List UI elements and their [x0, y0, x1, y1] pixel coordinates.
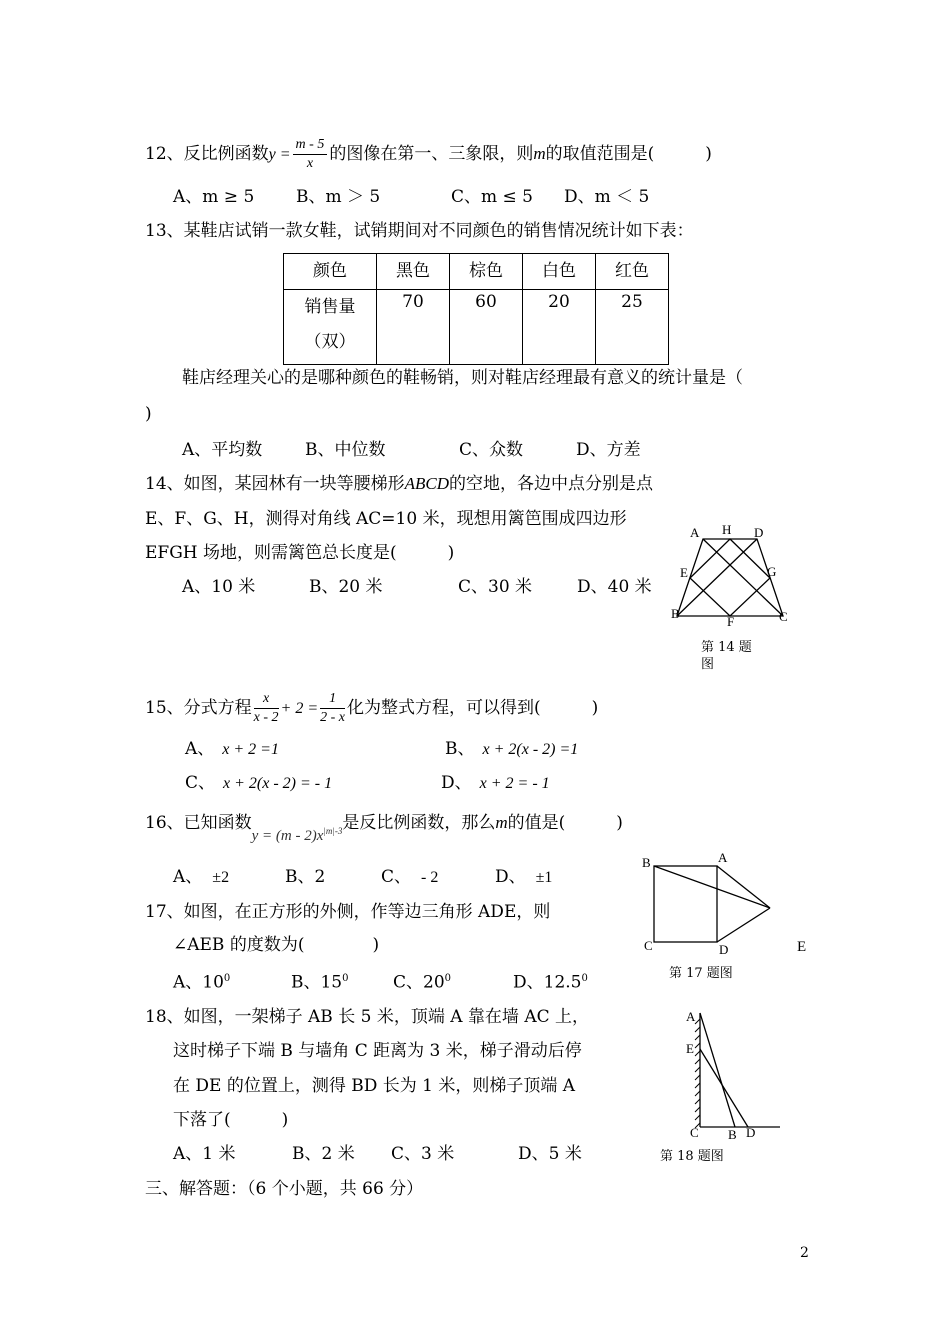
figure-label: A — [718, 850, 728, 865]
figure-label: C — [690, 1125, 699, 1140]
q15-option-a: A、 x + 2 =1 — [185, 739, 279, 759]
q15-option-b: B、 x + 2(x - 2) =1 — [445, 739, 579, 759]
figure-label: D — [719, 942, 729, 956]
q16-option-c: C、 - 2 — [381, 867, 439, 887]
q13-stem: 13、某鞋店试销一款女鞋，试销期间对不同颜色的销售情况统计如下表： — [145, 221, 694, 241]
q13-option-a: A、平均数 — [182, 440, 263, 460]
q14-line2: E、F、G、H，测得对角线 AC=10 米，现想用篱笆围成四边形 — [145, 509, 627, 529]
q13-close: ) — [145, 404, 152, 424]
q18-line3: 在 DE 的位置上，测得 BD 长为 1 米，则梯子顶端 A — [173, 1076, 576, 1096]
figure-label: E — [686, 1041, 694, 1056]
page-number: 2 — [800, 1245, 809, 1261]
q13-option-c: C、众数 — [459, 440, 524, 460]
q18-line2: 这时梯子下端 B 与墙角 C 距离为 3 米，梯子滑动后停 — [173, 1041, 582, 1061]
figure-label: C — [779, 609, 788, 624]
q17-line1: 17、如图，在正方形的外侧，作等边三角形 ADE，则 — [145, 902, 551, 922]
table-header-cell: 红色 — [596, 254, 669, 290]
trapezoid-figure — [660, 518, 800, 630]
figure-label: H — [722, 522, 732, 537]
figure-label: A — [686, 1009, 696, 1024]
q13-question: 鞋店经理关心的是哪种颜色的鞋畅销，则对鞋店经理最有意义的统计量是（ — [182, 368, 743, 388]
table-cell: 60 — [450, 290, 523, 365]
table-header-cell: 棕色 — [450, 254, 523, 290]
sales-table — [283, 253, 669, 365]
figure-label: D — [746, 1125, 756, 1140]
figure-label: D — [754, 525, 764, 540]
q12-option-a: A、m ≥ 5 — [173, 187, 255, 207]
q14-caption-1: 第 14 题 — [701, 640, 752, 655]
q18-line4: 下落了( ) — [173, 1110, 289, 1130]
q18-caption: 第 18 题图 — [660, 1149, 724, 1164]
q14-line3: EFGH 场地，则需篱笆总长度是( ) — [145, 543, 455, 563]
q18-option-b: B、2 米 — [292, 1144, 355, 1164]
q14-option-b: B、20 米 — [309, 577, 383, 597]
table-header-cell: 白色 — [523, 254, 596, 290]
table-header-cell: 黑色 — [377, 254, 450, 290]
figure-label: C — [644, 938, 653, 953]
q15-option-c: C、 x + 2(x - 2) = - 1 — [185, 773, 333, 793]
square-triangle-figure — [638, 850, 813, 956]
q13-option-b: B、中位数 — [305, 440, 386, 460]
figure-label: E — [797, 939, 807, 955]
q17-option-a: A、$10^0$ — [173, 972, 231, 993]
figure-label: E — [680, 565, 688, 580]
table-header-cell: 颜色 — [284, 254, 377, 290]
table-cell: 70 — [377, 290, 450, 365]
table-cell: 25 — [596, 290, 669, 365]
q18-option-a: A、1 米 — [173, 1144, 236, 1164]
ladder-figure — [680, 1005, 790, 1145]
q17-line2: ∠AEB 的度数为( ) — [173, 935, 380, 955]
q17-option-b: B、$15^0$ — [291, 972, 349, 993]
q17-caption: 第 17 题图 — [669, 966, 733, 981]
q14-caption-2: 图 — [701, 657, 715, 672]
section-3-heading: 三、解答题：（6 个小题，共 66 分） — [145, 1179, 424, 1199]
figure-label: B — [642, 855, 651, 870]
q12-option-d: D、m ＜ 5 — [564, 187, 650, 207]
table-row-label: 销售量 （双） — [284, 290, 377, 365]
table-cell: 20 — [523, 290, 596, 365]
q14-option-d: D、40 米 — [577, 577, 652, 597]
q18-line1: 18、如图，一架梯子 AB 长 5 米，顶端 A 靠在墙 AC 上， — [145, 1007, 590, 1027]
q15-stem: 15、分式方程 $\frac{x}{x - 2}$ + 2 = $\frac{1}{2 - x}$ 化为整式方程，可以得到( ) — [145, 691, 599, 725]
q17-option-c: C、$20^0$ — [393, 972, 452, 993]
q16-option-d: D、 ±1 — [495, 867, 553, 887]
q14-option-a: A、10 米 — [182, 577, 256, 597]
figure-label: A — [690, 525, 700, 540]
figure-label: B — [728, 1127, 737, 1142]
q14-option-c: C、30 米 — [458, 577, 533, 597]
q17-option-d: D、12.5$^0$ — [513, 972, 588, 993]
q15-option-d: D、 x + 2 = - 1 — [441, 773, 550, 793]
q13-option-d: D、方差 — [576, 440, 641, 460]
q16-stem: 16、已知函数$y = (m - 2)x^{|m|-3}$是反比例函数，那么m的值是( ) — [145, 813, 623, 844]
q12-stem: 12、反比例函数y = $\frac{m - 5}{x}$ 的图像在第一、三象限，则m的取值范围是( ) — [145, 137, 712, 171]
q14-line1: 14、如图，某园林有一块等腰梯形ABCD的空地，各边中点分别是点 — [145, 474, 654, 494]
figure-label: F — [727, 614, 735, 629]
q16-option-b: B、2 — [285, 867, 326, 887]
q12-option-c: C、m ≤ 5 — [451, 187, 533, 207]
q18-option-d: D、5 米 — [518, 1144, 582, 1164]
q18-option-c: C、3 米 — [391, 1144, 455, 1164]
q12-option-b: B、m ＞ 5 — [296, 187, 381, 207]
figure-label: G — [767, 564, 777, 579]
q16-option-a: A、 ±2 — [173, 867, 230, 887]
figure-label: B — [671, 606, 680, 621]
